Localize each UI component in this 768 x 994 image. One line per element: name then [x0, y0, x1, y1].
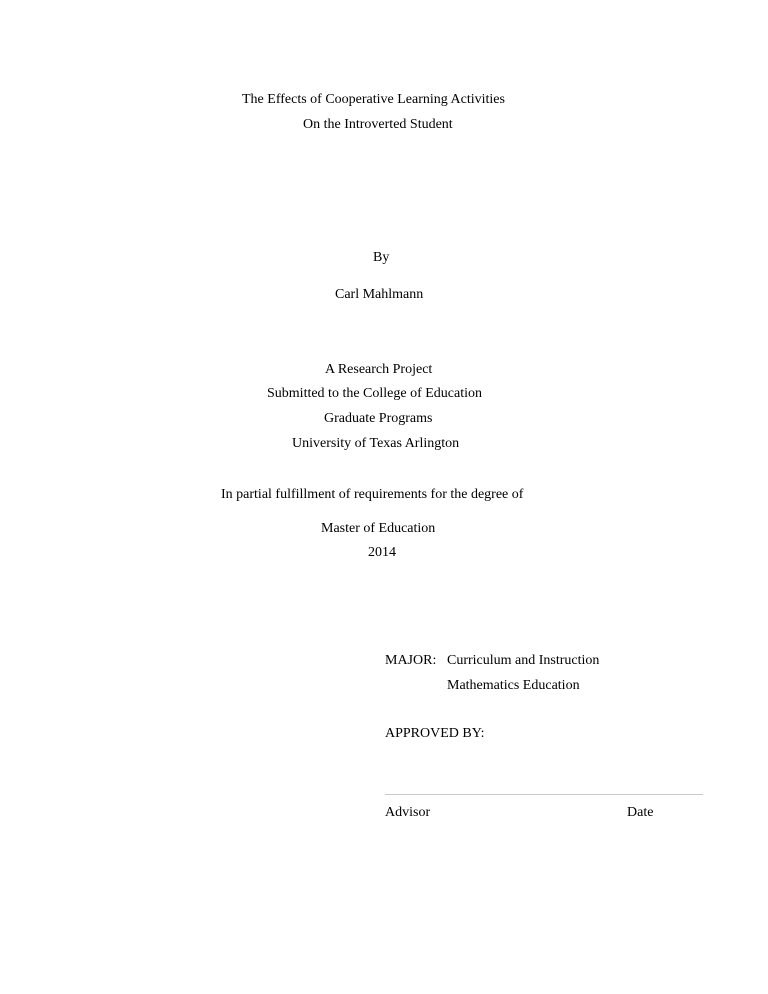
- signature-line: [385, 794, 703, 795]
- major-label: MAJOR:: [385, 653, 437, 668]
- title-line-1: The Effects of Cooperative Learning Activities: [242, 92, 505, 107]
- fulfillment-statement: In partial fulfillment of requirements for the degree of: [221, 487, 524, 502]
- date-label: Date: [627, 805, 654, 820]
- approved-by-label: APPROVED BY:: [385, 726, 485, 741]
- degree-year: 2014: [368, 545, 396, 560]
- major-value-2: Mathematics Education: [447, 678, 580, 693]
- research-project-label: A Research Project: [325, 362, 433, 377]
- title-line-2: On the Introverted Student: [303, 117, 453, 132]
- submitted-to-line: Submitted to the College of Education: [267, 386, 483, 401]
- advisor-label: Advisor: [385, 805, 431, 820]
- university-line: University of Texas Arlington: [292, 436, 460, 451]
- by-label: By: [373, 250, 390, 265]
- major-value-1: Curriculum and Instruction: [447, 653, 600, 668]
- author-name: Carl Mahlmann: [335, 287, 424, 302]
- graduate-programs-line: Graduate Programs: [324, 411, 433, 426]
- degree-name: Master of Education: [321, 521, 436, 536]
